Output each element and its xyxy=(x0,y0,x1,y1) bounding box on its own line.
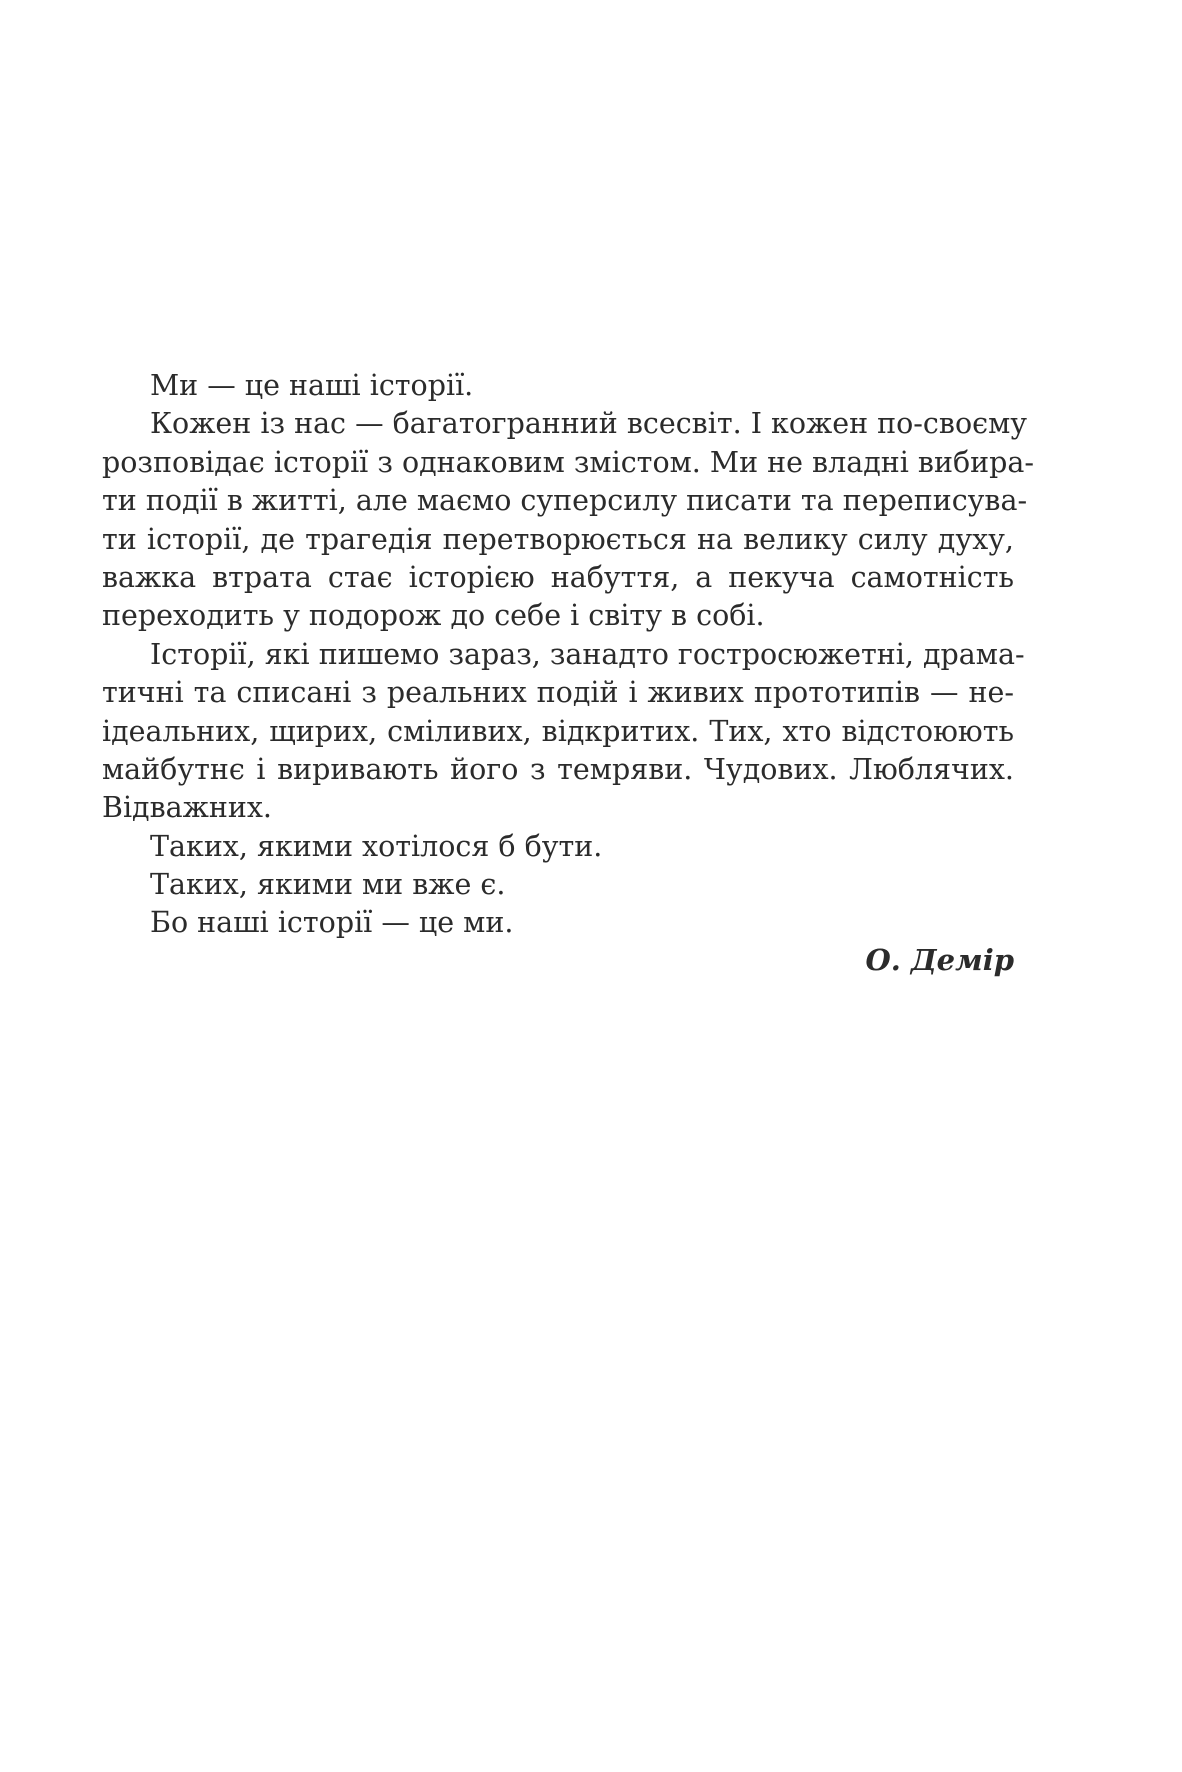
author-signature: О. Демір xyxy=(865,943,1014,977)
text-line: майбутнє і виривають його з темряви. Чудових. Люблячих. xyxy=(102,752,1014,786)
text-line: Відважних. xyxy=(102,791,272,825)
text-line: Бо наші історії — це ми. xyxy=(150,906,514,940)
text-line: Таких, якими ми вже є. xyxy=(150,868,506,902)
text-line: тичні та списані з реальних подій і живих прототипів — не- xyxy=(102,676,1014,710)
text-line: розповідає історії з однаковим змістом. Ми не владні вибира- xyxy=(102,445,1034,479)
text-line: Історії, які пишемо зараз, занадто гостросюжетні, драма- xyxy=(150,637,1025,671)
text-line: Кожен із нас — багатогранний всесвіт. І кожен по-своєму xyxy=(150,407,1028,441)
poem-text-block xyxy=(102,367,1034,943)
text-line: переходить у подорож до себе і світу в собі. xyxy=(102,599,765,633)
text-line: Ми — це наші історії. xyxy=(150,369,474,402)
text-line: Таких, якими хотілося б бути. xyxy=(150,829,603,863)
text-line: важка втрата стає історією набуття, а пекуча самотність xyxy=(102,560,1014,594)
text-line: ти події в житті, але маємо суперсилу писати та переписува- xyxy=(102,484,1028,518)
text-line: ти історії, де трагедія перетворюється на велику силу духу, xyxy=(102,522,1014,556)
text-line: ідеальних, щирих, сміливих, відкритих. Тих, хто відстоюють xyxy=(102,714,1014,748)
